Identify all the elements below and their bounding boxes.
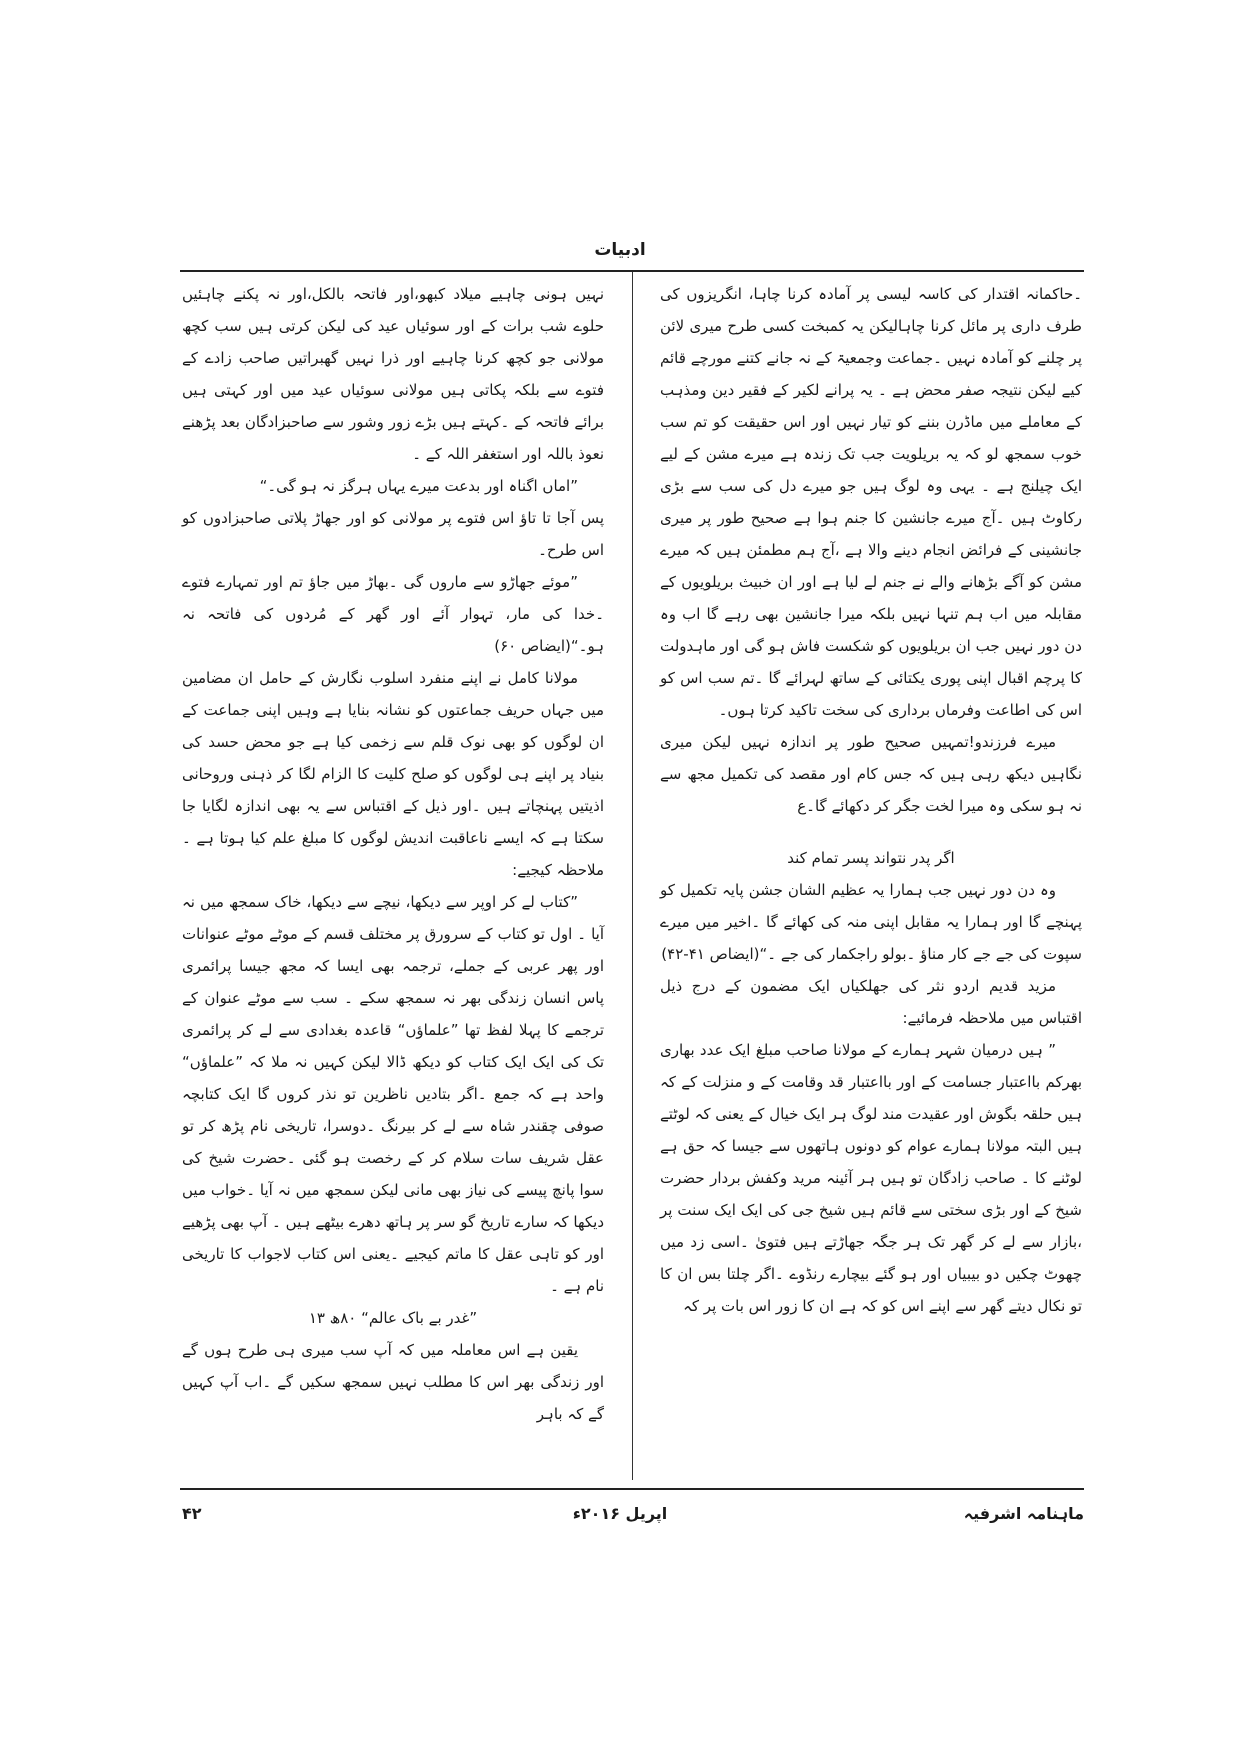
footer-rule	[180, 1488, 1084, 1490]
section-title: ادبیات	[594, 240, 646, 260]
column-divider	[632, 272, 633, 1480]
quote-paragraph: ” ہیں درمیان شہر ہمارے کے مولانا صاحب مبلغ ایک عدد بھاری بھرکم بااعتبار جسامت کے اور بااعتبار قد وقامت کے و منزلت کے کہ ہیں حلقہ بگوش اور عقیدت مند لوگ ہر ایک خیال کے یعنی کہ لوٹتے ہیں البتہ مولانا ہمارے عوام کو دونوں ہاتھوں سے جیسا کہ حق ہے لوٹنے کا ۔ صاحب زادگان تو ہیں ہر آئینہ مرید وکفش بردار حضرت شیخ کے اور بڑی سختی سے قائم ہیں شیخ جی کی ایک ایک سنت پر ،بازار سے لے کر گھر تک ہر جگہ جھاڑتے ہیں فتویٰ ۔اسی زد میں چھوٹ چکیں دو بیبیاں اور ہو گئے بیچارے رنڈوے ۔اگر چلتا بس ان کا تو نکال دیتے گھر سے اپنے اس کو کہ ہے ان کا زور اس بات پر کہ	[660, 1041, 1082, 1315]
paragraph: مزید قدیم اردو نثر کی جھلکیاں ایک مضمون کے درج ذیل اقتباس میں ملاحظہ فرمائیے:	[660, 977, 1082, 1027]
magazine-name: ماہنامہ اشرفیہ	[963, 1504, 1084, 1523]
paragraph: یقین ہے اس معاملہ میں کہ آپ سب میری ہی طرح ہوں گے اور زندگی بھر اس کا مطلب نہیں سمجھ سکیں گے ۔اب آپ کہیں گے کہ باہر	[182, 1341, 604, 1423]
paragraph: پس آجا تا تاؤ اس فتوے پر مولانی کو اور جھاڑ پلاتی صاحبزادوں کو اس طرح۔	[182, 509, 604, 559]
paragraph: مولانا کامل نے اپنے منفرد اسلوب نگارش کے حامل ان مضامین میں جہاں حریف جماعتوں کو نشانہ بنایا ہے وہیں اپنی جماعت کے ان لوگوں کو بھی نوک قلم سے زخمی کیا ہے جو محض حسد کی بنیاد پر اپنے ہی لوگوں کو صلح کلیت کا الزام لگا کر ذہنی وروحانی اذیتیں پہنچاتے ہیں ۔اور ذیل کے اقتباس سے یہ بھی اندازہ لگایا جا سکتا ہے کہ ایسے ناعاقبت اندیش لوگوں کا مبلغ علم کیا ہوتا ہے ۔ملاحظہ کیجیے:	[182, 669, 604, 879]
verse-line: اگر پدر نتواند پسر تمام کند	[787, 849, 955, 867]
right-column	[660, 278, 1082, 1322]
paragraph: ۔حاکمانہ اقتدار کی کاسہ لیسی پر آمادہ کرنا چاہا، انگریزوں کی طرف داری پر مائل کرنا چاہالیکن یہ کمبخت کسی طرح میری لائن پر چلنے کو آمادہ نہیں ۔جماعت وجمعیۃ کے نہ جانے کتنے مورچے قائم کیے لیکن نتیجہ صفر محض ہے ۔ یہ پرانے لکیر کے فقیر دین ومذہب کے معاملے میں ماڈرن بننے کو تیار نہیں اور اس حقیقت کو تم سب خوب سمجھ لو کہ یہ بریلویت جب تک زندہ ہے میرے مشن کے لیے ایک چیلنج ہے ۔ یہی وہ لوگ ہیں جو میرے دل کی سب سے بڑی رکاوٹ ہیں ۔آج میرے جانشین کا جنم ہوا ہے صحیح طور پر میری جانشینی کے فرائض انجام دینے والا ہے ،آج ہم مطمئن ہیں کہ میرے مشن کو آگے بڑھانے والے نے جنم لے لیا ہے اور ان خبیث بریلویوں کے مقابلہ میں اب ہم تنہا نہیں بلکہ میرا جانشین بھی رہے گا اب وہ دن دور نہیں جب ان بریلویوں کو شکست فاش ہو گی اور ماہدولت کا پرچم اقبال اپنی پوری یکتائی کے ساتھ لہرائے گا ۔تم سب اس کو اس کی اطاعت وفرماں برداری کی سخت تاکید کرتا ہوں۔	[660, 285, 1082, 719]
paragraph: نہیں ہونی چاہیے میلاد کبھو،اور فاتحہ بالکل،اور نہ پکنے چاہئیں حلوے شب برات کے اور سوئیاں عید کی لیکن کرتی ہیں سب کچھ مولانی جو کچھ کرنا چاہیے اور ذرا نہیں گھبراتیں صاحب زادے کے فتوے سے بلکہ پکاتی ہیں مولانی سوئیاں عید میں اور کہتی ہیں برائے فاتحہ کے ۔کہتے ہیں بڑے زور وشور سے صاحبزادگان بعد پڑھنے نعوذ باللہ اور استغفر اللہ کے ۔	[182, 285, 604, 463]
book-title-line: ”غدر بے باک عالم“ ۸۰ھ ۱۳	[308, 1309, 478, 1327]
quote-line: ”اماں اگناہ اور بدعت میرے یہاں ہرگز نہ ہو گی۔“	[259, 477, 578, 495]
paragraph: وہ دن دور نہیں جب ہمارا یہ عظیم الشان جشن پایہ تکمیل کو پہنچے گا اور ہمارا یہ مقابل اپنی منہ کی کھائے گا ۔اخیر میں میرے سپوت کی جے جے کار مناؤ ۔بولو راجکمار کی جے ۔“(ایضاص ۴۱-۴۲)	[660, 881, 1082, 963]
quote-paragraph: ”کتاب لے کر اوپر سے دیکھا، نیچے سے دیکھا، خاک سمجھ میں نہ آیا ۔ اول تو کتاب کے سرورق پر مختلف قسم کے موٹے موٹے عنوانات اور پھر عربی کے جملے، ترجمہ بھی ایسا کہ مجھ جیسا پرائمری پاس انسان زندگی بھر نہ سمجھ سکے ۔ سب سے موٹے عنوان کے ترجمے کا پہلا لفظ تھا ”علماؤں“ قاعدہ بغدادی سے لے کر پرائمری تک کی ایک ایک کتاب کو دیکھ ڈالا لیکن کہیں نہ ملا کہ ”علماؤں“ واحد ہے کہ جمع ۔اگر بتادیں ناظرین تو نذر کروں گا ایک کتابچہ صوفی چقندر شاہ سے لے کر بیرنگ ۔دوسرا، تاریخی نام پڑھ کر تو عقل شریف سات سلام کر کے رخصت ہو گئی ۔حضرت شیخ کی سوا پانچ پیسے کی نیاز بھی مانی لیکن سمجھ میں نہ آیا ۔خواب میں دیکھا کہ سارے تاریخ گو سر پر ہاتھ دھرے بیٹھے ہیں ۔ آپ بھی پڑھیے اور کو تاہی عقل کا ماتم کیجیے ۔یعنی اس کتاب لاجواب کا تاریخی نام ہے ۔	[182, 893, 604, 1295]
left-column	[182, 278, 604, 1430]
paragraph: میرے فرزندو!تمہیں صحیح طور پر اندازہ نہیں لیکن میری نگاہیں دیکھ رہی ہیں کہ جس کام اور مقصد کی تکمیل مجھ سے نہ ہو سکی وہ میرا لخت جگر کر دکھائے گا۔ع	[660, 733, 1082, 815]
issue-date: اپریل ۲۰۱۶ء	[572, 1504, 668, 1523]
quote-paragraph: ”موئے جھاڑو سے ماروں گی ۔بھاڑ میں جاؤ تم اور تمہارے فتوے ۔خدا کی مار، تہوار آئے اور گھر کے مُردوں کی فاتحہ نہ ہو۔“(ایضاص ۶۰)	[182, 573, 604, 655]
page-number: ۴۲	[182, 1504, 202, 1523]
